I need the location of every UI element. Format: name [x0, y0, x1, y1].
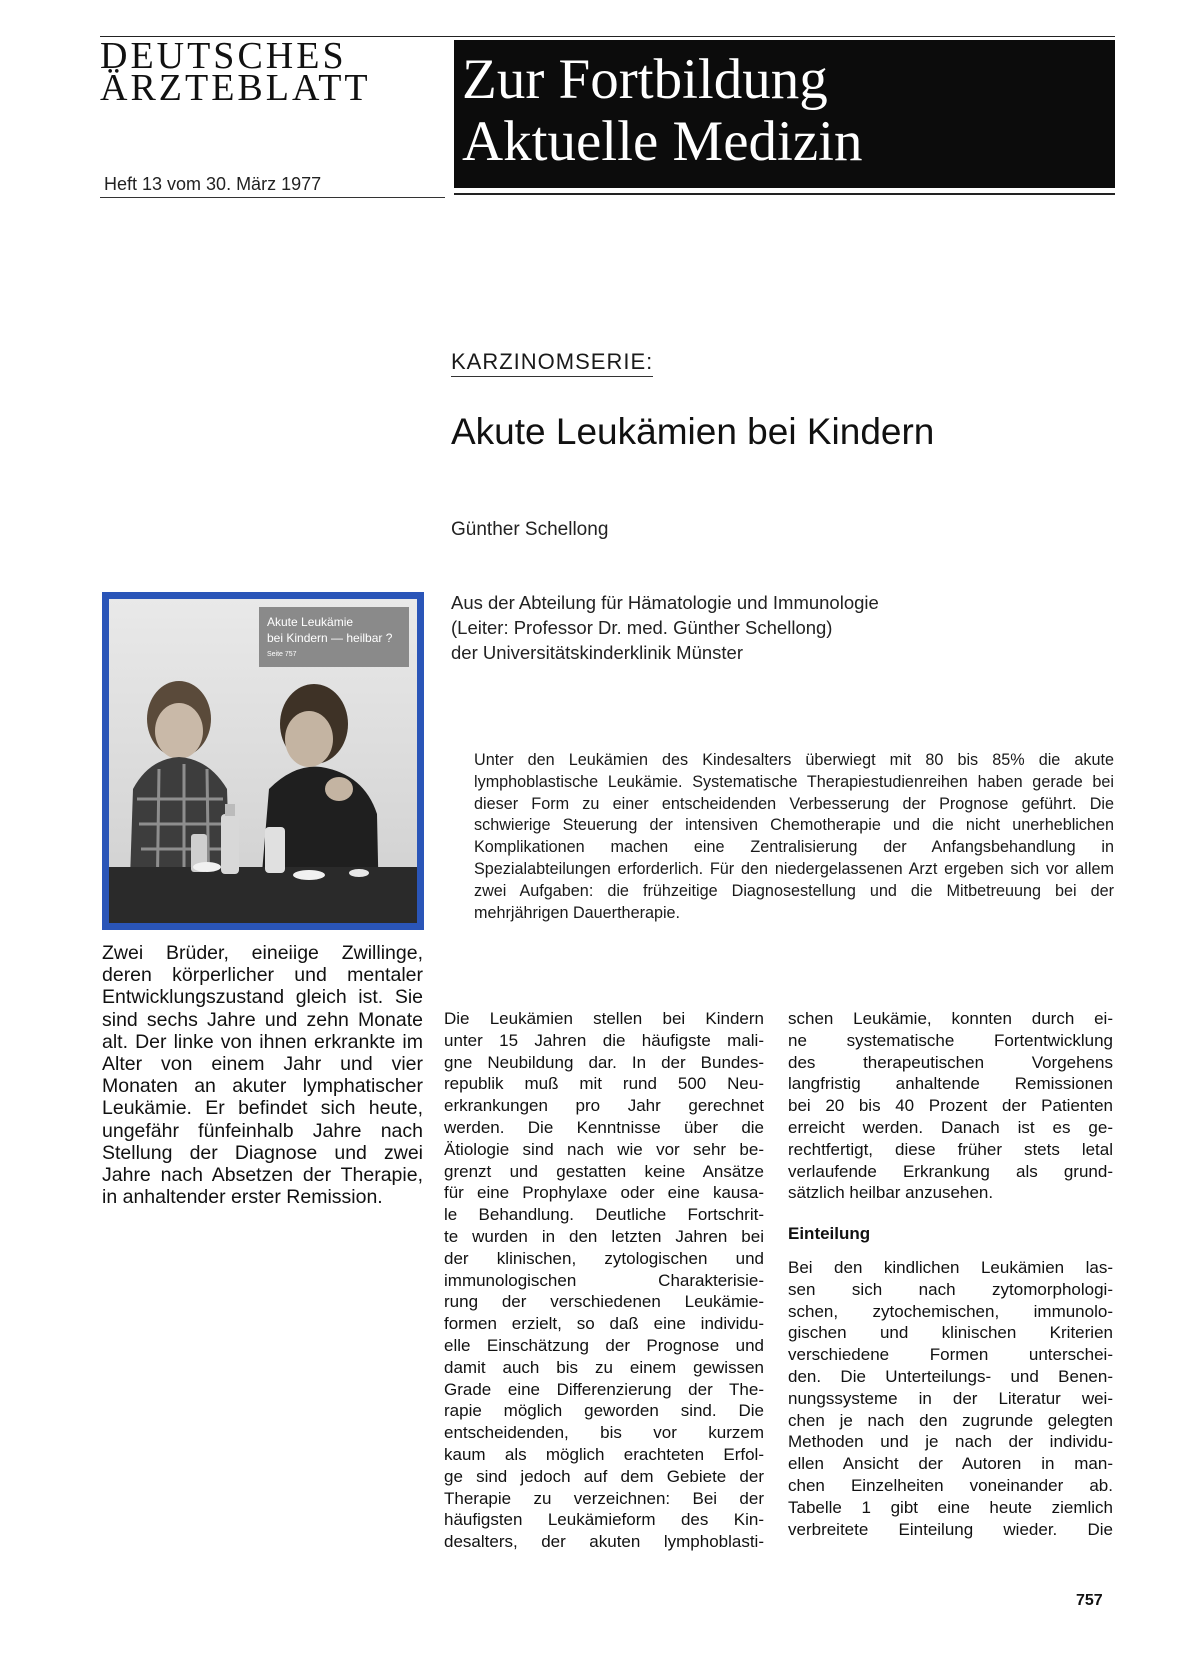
body-line: te wurden in den letzten Jahren bei: [444, 1226, 764, 1246]
page-number: 757: [1076, 1592, 1103, 1609]
body-line: erreicht werden. Danach ist es ge-: [788, 1117, 1113, 1137]
body-line: des therapeutischen Vorgehens: [788, 1052, 1113, 1072]
body-line: ellen Ansicht der Autoren in man-: [788, 1454, 1113, 1474]
body-line: le Behandlung. Deutliche Fortschrit-: [444, 1205, 764, 1225]
body-line: ge sind jedoch auf dem Gebiete der: [444, 1466, 764, 1486]
body-line: rung der verschiedenen Leukämie-: [444, 1292, 764, 1312]
body-line: verlaufende Erkrankung als grund-: [788, 1161, 1113, 1181]
body-line: elle Einschätzung der Prognose und: [444, 1335, 764, 1355]
body-line: sen sich nach zytomorphologi-: [788, 1279, 1113, 1299]
affiliation-line: (Leiter: Professor Dr. med. Günther Schellong): [451, 617, 833, 638]
body-line: desalters, der akuten lymphoblasti-: [444, 1532, 764, 1552]
body-line: gne Neubildung dar. In der Bundes-: [444, 1052, 764, 1072]
body-column-left: [444, 1008, 764, 1553]
twins-photo: [109, 599, 417, 923]
section-title-line1: Zur Fortbildung: [462, 48, 828, 111]
body-line: Grade eine Differenzierung der The-: [444, 1379, 764, 1399]
article-abstract: Unter den Leukämien des Kindesalters überwiegt mit 80 bis 85% die akute lymphoblastische Leukämie. Systematische Therapiestudienreihen haben gerade bei dieser Form zu einer entscheidenden Verbesserung der Prognose geführt. Die schwierige Steuerung der intensiven Chemotherapie und die nicht unerheblichen Komplikationen machen eine Zentralisierung der Anfangsbehandlung in Spezialabteilungen erforderlich. Für den niedergelassenen Arzt ergeben sich vor allem zwei Aufgaben: die frühzeitige Diagnosestellung und die Mitbetreuung bei der mehrjährigen Dauertherapie.: [474, 751, 1114, 922]
body-line: kaum als möglich erachteten Erfol-: [444, 1444, 764, 1464]
body-line: werden. Die Kenntnisse über die: [444, 1117, 764, 1137]
body-line: chen Einzelheiten voneinander ab.: [788, 1475, 1113, 1495]
body-line: schen, zytochemischen, immunolo-: [788, 1301, 1113, 1321]
body-line: verbreitete Einteilung wieder. Die: [788, 1519, 1113, 1539]
body-column-right: [788, 1008, 1113, 1540]
body-line: immunologischen Charakterisie-: [444, 1270, 764, 1290]
series-label: KARZINOMSERIE:: [451, 349, 653, 377]
body-line: langfristig anhaltende Remissionen: [788, 1074, 1113, 1094]
body-line: damit auch bis zu einem gewissen: [444, 1357, 764, 1377]
body-line: verschiedene Formen unterschei-: [788, 1345, 1113, 1365]
body-line: chen je nach den zugrunde gelegten: [788, 1410, 1113, 1430]
section-title-rule: [454, 193, 1115, 195]
journal-name: [100, 35, 445, 109]
poster-text: bei Kindern — heilbar ?: [267, 631, 393, 645]
body-line: Methoden und je nach der individu-: [788, 1432, 1113, 1452]
body-line: für eine Prophylaxe oder eine kausa-: [444, 1183, 764, 1203]
body-line: den. Die Unterteilungs- und Benen-: [788, 1366, 1113, 1386]
body-line: bei 20 bis 40 Prozent der Patienten: [788, 1096, 1113, 1116]
body-line: Die Leukämien stellen bei Kindern: [444, 1009, 764, 1028]
affiliation-line: Aus der Abteilung für Hämatologie und Immunologie: [451, 592, 879, 613]
body-line: entscheidenden, bis vor kurzem: [444, 1423, 764, 1443]
body-line: rechtfertigt, diese früher stets letal: [788, 1139, 1113, 1159]
section-heading-einteilung: Einteilung: [788, 1224, 871, 1244]
body-line: gischen und klinischen Kriterien: [788, 1323, 1113, 1343]
body-line: ne systematische Fortentwicklung: [788, 1030, 1113, 1050]
body-line: Therapie zu verzeichnen: Bei der: [444, 1488, 764, 1508]
photo-caption: Zwei Brüder, eineiige Zwillinge, deren körperlicher und mentaler Entwicklungszustand gleich ist. Sie sind sechs Jahre und zehn Monate alt. Der linke von ihnen erkrankte im Alter von einem Jahr und vier Monaten an akuter lymphatischer Leukämie. Er befindet sich heute, ungefähr fünfeinhalb Jahre nach Stellung der Diagnose und zwei Jahre nach Absetzen der Therapie, in anhaltender erster Remission.: [102, 942, 423, 1209]
poster-text: Akute Leukämie: [267, 615, 354, 629]
photo-frame: [102, 592, 424, 930]
body-line: grenzt und gestatten keine Ansätze: [444, 1161, 764, 1181]
body-line: unter 15 Jahren die häufigste mali-: [444, 1030, 764, 1050]
body-line: Bei den kindlichen Leukämien las-: [788, 1257, 1113, 1277]
journal-name-line2: ÄRZTEBLATT: [100, 67, 371, 109]
issue-rule: [100, 197, 445, 198]
body-line: nungssysteme in der Literatur wei-: [788, 1388, 1113, 1408]
poster-text: Seite 757: [267, 651, 297, 658]
affiliation-line: der Universitätskinderklinik Münster: [451, 642, 743, 663]
body-line: Tabelle 1 gibt eine heute ziemlich: [788, 1497, 1113, 1517]
author-affiliation: [451, 590, 879, 665]
body-line: formen erzielt, so daß eine individu-: [444, 1314, 764, 1334]
body-line: erkrankungen pro Jahr gerechnet: [444, 1096, 764, 1116]
article-title: Akute Leukämien bei Kindern: [451, 411, 935, 452]
article-author: Günther Schellong: [451, 519, 609, 540]
section-title-line2: Aktuelle Medizin: [462, 110, 863, 173]
body-line: rapie möglich geworden sind. Die: [444, 1401, 764, 1421]
body-line: schen Leukämie, konnten durch ei-: [788, 1009, 1113, 1028]
body-line: sätzlich heilbar anzusehen.: [788, 1183, 994, 1203]
journal-name-line1: DEUTSCHES: [100, 35, 347, 77]
section-title-box: [454, 40, 1115, 188]
body-line: republik muß mit rund 500 Neu-: [444, 1074, 764, 1094]
body-line: Ätiologie sind nach wie vor sehr be-: [444, 1139, 764, 1159]
issue-line: Heft 13 vom 30. März 1977: [104, 174, 322, 194]
body-line: der klinischen, zytologischen und: [444, 1248, 764, 1268]
body-line: häufigsten Leukämieform des Kin-: [444, 1510, 764, 1530]
